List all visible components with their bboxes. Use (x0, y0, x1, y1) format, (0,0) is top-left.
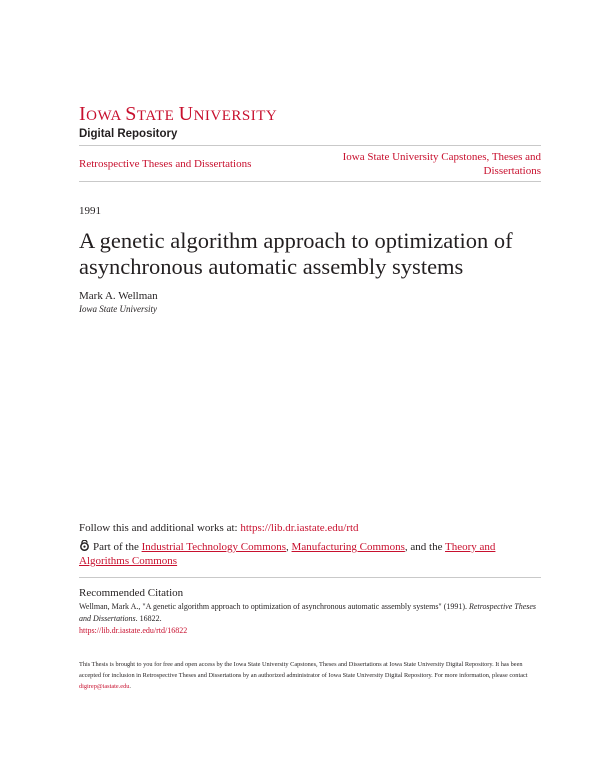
author-name: Mark A. Wellman (79, 290, 158, 302)
part-of-separator: , (286, 541, 292, 553)
author-affiliation: Iowa State University (79, 304, 157, 314)
retrospective-theses-link[interactable]: Retrospective Theses and Dissertations (79, 158, 252, 170)
repository-url-link[interactable]: https://lib.dr.iastate.edu/rtd (240, 522, 359, 534)
header-bottom-rule (79, 181, 541, 182)
industrial-technology-commons-link[interactable]: Industrial Technology Commons (141, 541, 287, 553)
citation-body: Wellman, Mark A., "A genetic algorithm approach to optimization of asynchronous automatic assembly systems" (1991). (79, 602, 470, 611)
part-of-prefix: Part of the (93, 541, 142, 553)
footer-text: This Thesis is brought to you for free and open access by the Iowa State University Capstones, Theses and Dissertations at Iowa State University Digital Repository. It has been accepted for inclusion in Retrospective Theses and Dissertations by an authorized administrator of Iowa State University Digital Repository. For more information, please contact (79, 661, 528, 679)
citation-number: . 16822. (135, 614, 162, 623)
footer-notice (79, 659, 541, 692)
follow-line (79, 521, 359, 535)
follow-prefix: Follow this and additional works at: (79, 522, 241, 534)
citation-series: Retrospective Theses and Dissertations (79, 602, 537, 623)
citation-text (79, 601, 541, 637)
contact-email-link[interactable]: digirep@iastate.edu (79, 683, 130, 690)
citation-rule (79, 577, 541, 578)
logo-subtitle: Digital Repository (79, 128, 178, 140)
document-title: A genetic algorithm approach to optimization of asynchronous automatic assembly systems (79, 228, 513, 279)
part-of-separator: , and the (404, 541, 446, 553)
open-access-icon (79, 540, 90, 551)
theory-algorithms-commons-link[interactable]: Theory and Algorithms Commons (79, 541, 496, 567)
logo-title: IOWA STATE UNIVERSITY (79, 103, 278, 125)
part-of-line (79, 540, 519, 568)
header-top-rule (79, 145, 541, 146)
capstones-theses-link[interactable]: Iowa State University Capstones, Theses and Dissertations (342, 151, 541, 177)
recommended-citation-heading: Recommended Citation (79, 587, 184, 599)
university-logo[interactable] (79, 104, 299, 141)
manufacturing-commons-link[interactable]: Manufacturing Commons (291, 541, 405, 553)
publication-year: 1991 (79, 205, 101, 217)
citation-url-link[interactable]: https://lib.dr.iastate.edu/rtd/16822 (79, 626, 188, 635)
footer-end: . (129, 683, 131, 690)
